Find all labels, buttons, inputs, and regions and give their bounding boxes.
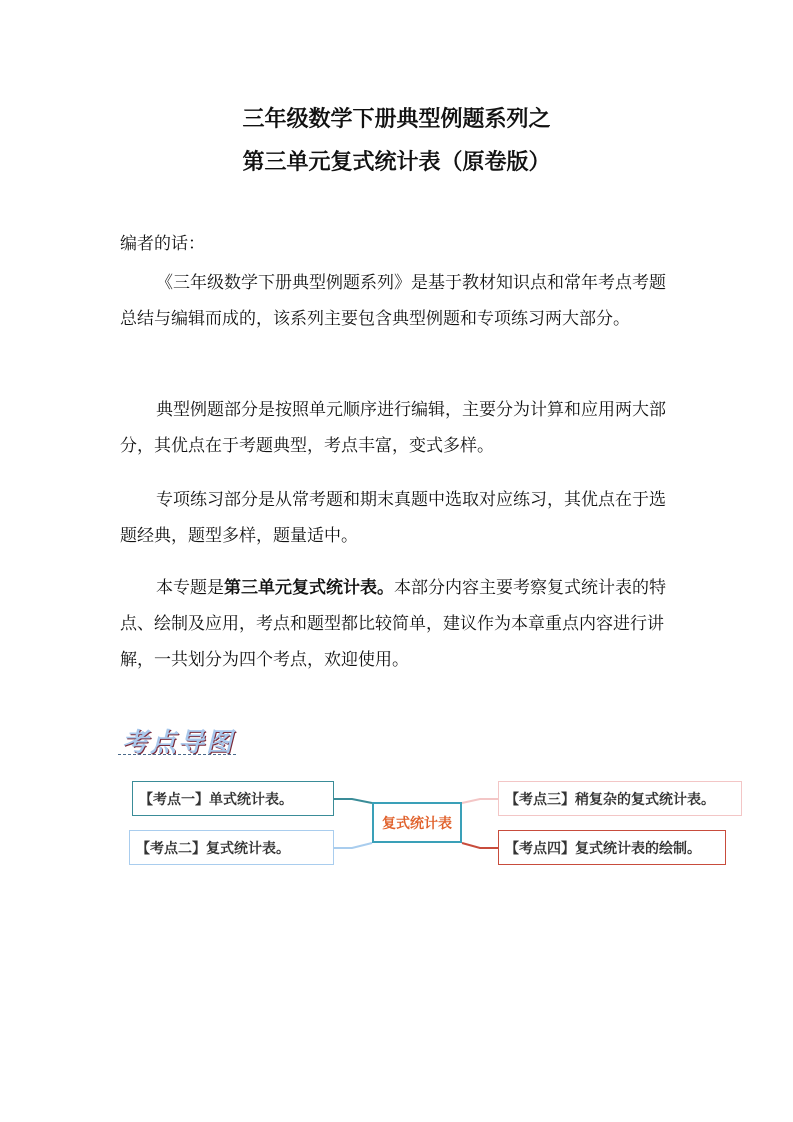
intro-label: 编者的话： [120,234,205,254]
topic-1: 【考点一】单式统计表。 [132,781,334,816]
paragraph-2: 典型例题部分是按照单元顺序进行编辑，主要分为计算和应用两大部分，其优点在于考题典型，考点丰富，变式多样。 [120,400,666,456]
title-line-1: 三年级数学下册典型例题系列之 [242,107,551,132]
mindmap-heading: 考点导图 [122,728,235,758]
p4-pre: 本专题是 [156,578,224,598]
p4-bold: 第三单元复式统计表。 [224,578,394,598]
topic-2: 【考点二】复式统计表。 [129,830,334,865]
paragraph-3: 专项练习部分是从常考题和期末真题中选取对应练习，其优点在于选题经典，题型多样，题量适中。 [120,490,666,546]
center-topic: 复式统计表 [372,802,462,843]
topic-3: 【考点三】稍复杂的复式统计表。 [498,781,742,816]
title-line-2: 第三单元复式统计表（原卷版） [242,150,551,175]
paragraph-1: 《三年级数学下册典型例题系列》是基于教材知识点和常年考点考题总结与编辑而成的，该系列主要包含典型例题和专项练习两大部分。 [120,273,666,329]
topic-4: 【考点四】复式统计表的绘制。 [498,830,726,865]
p4-post: 本部分内容主要考察复式统计表的特点、绘制及应用，考点和题型都比较简单，建议作为本章重点内容进行讲解，一共划分为四个考点，欢迎使用。 [120,578,666,670]
